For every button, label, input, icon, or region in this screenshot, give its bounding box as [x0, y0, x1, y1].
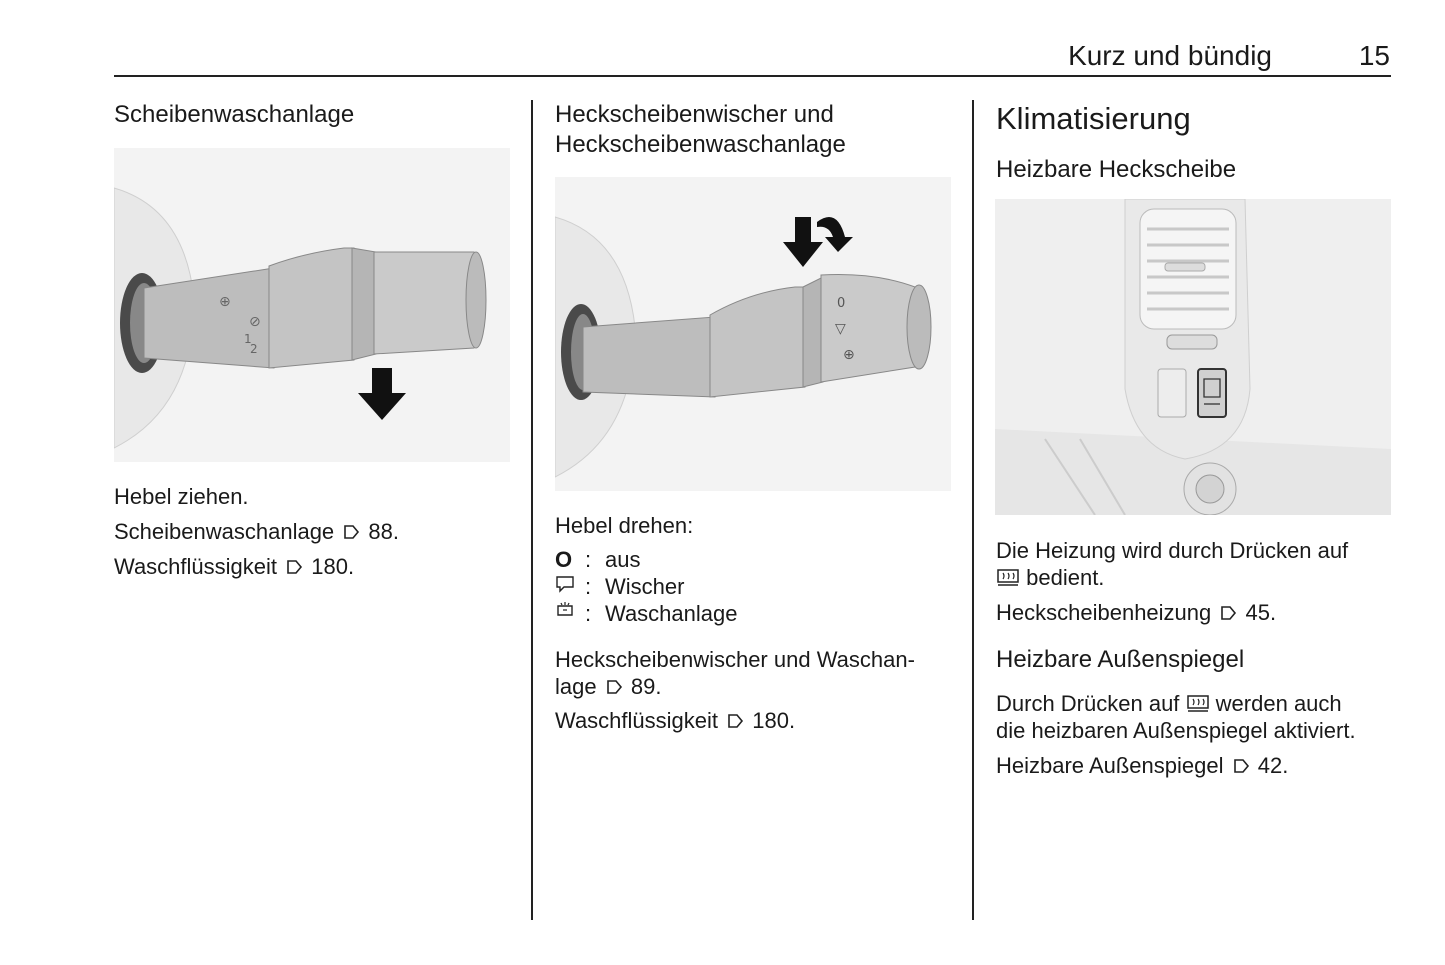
svg-text:⊘: ⊘ — [249, 314, 261, 330]
section-title: Klimatisierung — [996, 101, 1191, 136]
legend-label: Wischer — [605, 574, 685, 599]
reference-line — [996, 752, 1288, 779]
svg-text:⊕: ⊕ — [843, 347, 855, 363]
rear-window-heating-button-illustration-icon — [995, 199, 1391, 515]
svg-text:1: 1 — [244, 332, 252, 346]
body-text-line — [996, 690, 1342, 717]
reference-page[interactable]: 89. — [630, 674, 662, 699]
reference-line — [114, 518, 399, 545]
body-text: Die Heizung wird durch Drücken auf — [996, 538, 1349, 563]
reference-line — [555, 673, 661, 700]
reference-line — [996, 599, 1276, 626]
svg-text:2: 2 — [250, 342, 258, 356]
body-text: die heizbaren Außenspiegel aktiviert. — [996, 718, 1356, 743]
reference-page[interactable]: 180. — [311, 554, 355, 579]
body-text: Durch Drücken auf — [996, 691, 1180, 716]
heading-line: Heckscheibenwaschanlage — [555, 131, 846, 158]
subsection-heading: Heizbare Außenspiegel — [996, 646, 1245, 673]
legend-colon: : — [585, 547, 592, 572]
legend-symbol: O — [555, 547, 573, 572]
legend-label: Waschanlage — [605, 601, 738, 626]
subsection-heading: Heizbare Heckscheibe — [996, 156, 1237, 183]
legend-row — [555, 601, 737, 627]
svg-text:⊕: ⊕ — [219, 294, 231, 310]
legend-label: aus — [605, 547, 641, 572]
rear-window-heating-figure — [995, 199, 1391, 515]
legend-colon: : — [585, 601, 592, 626]
body-text: Heckscheibenwischer und Waschan- — [555, 647, 915, 672]
rear-window-heating-icon — [1186, 695, 1210, 713]
svg-text:▽: ▽ — [835, 321, 846, 337]
reference-label: Scheibenwaschanlage — [114, 519, 335, 544]
body-text: bedient. — [1026, 565, 1105, 590]
reference-label: Waschflüssigkeit — [555, 708, 719, 733]
page-header-title: Kurz und bündig — [1068, 40, 1272, 71]
reference-page[interactable]: 180. — [752, 708, 796, 733]
reference-label: Waschflüssigkeit — [114, 554, 278, 579]
header-rule — [114, 75, 1391, 77]
reference-label: Heckscheibenheizung — [996, 600, 1212, 625]
page-reference-arrow-icon — [285, 558, 303, 576]
column-divider — [972, 100, 974, 920]
legend-colon: : — [585, 574, 592, 599]
section-heading — [555, 100, 846, 160]
legend-row — [555, 547, 640, 573]
body-text-line — [996, 564, 1104, 591]
page-reference-arrow-icon — [1232, 757, 1250, 775]
page-reference-arrow-icon — [342, 523, 360, 541]
reference-page[interactable]: 42. — [1257, 753, 1289, 778]
reference-page[interactable]: 45. — [1245, 600, 1277, 625]
washer-lever-figure — [114, 148, 510, 462]
washer-lever-illustration-icon — [114, 148, 510, 462]
rear-wiper-icon — [555, 574, 585, 600]
legend-row — [555, 574, 684, 600]
body-text: werden auch — [1215, 691, 1342, 716]
heading-line: Heckscheibenwischer und — [555, 101, 834, 128]
rear-wiper-lever-figure — [555, 177, 951, 491]
instruction-text: Hebel ziehen. — [114, 484, 249, 509]
page-reference-arrow-icon — [726, 712, 744, 730]
reference-label: Heizbare Außenspiegel — [996, 753, 1224, 778]
rear-window-heating-icon — [996, 569, 1020, 587]
reference-page[interactable]: 88. — [368, 519, 400, 544]
page-number: 15 — [1358, 40, 1390, 71]
section-heading: Scheibenwaschanlage — [114, 101, 355, 128]
page-reference-arrow-icon — [605, 678, 623, 696]
reference-label: lage — [555, 674, 597, 699]
column-divider — [531, 100, 533, 920]
instruction-text: Hebel drehen: — [555, 513, 694, 538]
rear-wiper-lever-illustration-icon — [555, 177, 951, 491]
page-reference-arrow-icon — [1219, 604, 1237, 622]
reference-line — [114, 553, 354, 580]
rear-washer-icon — [555, 601, 585, 627]
reference-line — [555, 707, 795, 734]
svg-text:0: 0 — [837, 296, 846, 311]
